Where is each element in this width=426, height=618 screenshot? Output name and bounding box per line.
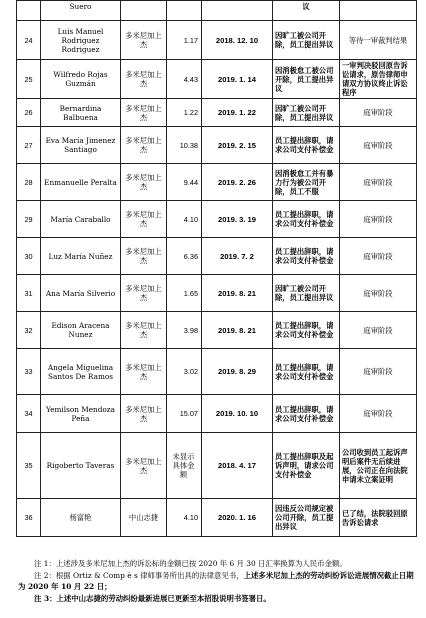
row-no: 31 bbox=[17, 275, 41, 312]
row-no: 35 bbox=[17, 433, 41, 499]
case-progress: 庭审阶段 bbox=[340, 275, 417, 312]
filing-date: 2019. 8. 29 bbox=[202, 349, 273, 395]
filing-date: 2019. 2. 15 bbox=[202, 127, 273, 164]
table-row bbox=[17, 275, 417, 312]
plaintiff-name: Wilfredo Rojas Guzmán bbox=[41, 60, 121, 99]
claim-amount: 6.36 bbox=[167, 238, 202, 275]
table-row bbox=[17, 127, 417, 164]
table-row bbox=[17, 312, 417, 349]
plaintiff-name: Luz María Nuñez bbox=[41, 238, 121, 275]
case-progress: 庭审阶段 bbox=[340, 312, 417, 349]
case-progress: 庭审阶段 bbox=[340, 127, 417, 164]
claim-amount: 3.98 bbox=[167, 312, 202, 349]
company-name: 多米尼加上杰 bbox=[121, 164, 167, 201]
dispute-reason: 员工提出辞职，请求公司支付补偿金 bbox=[273, 395, 340, 433]
table-row bbox=[17, 433, 417, 499]
table-row bbox=[17, 164, 417, 201]
plaintiff-name: Angela Miguelina Santos De Ramos bbox=[41, 349, 121, 395]
plaintiff-name: Bernardina Balbuena bbox=[41, 99, 121, 127]
row-no: 36 bbox=[17, 499, 41, 537]
claim-amount: 15.07 bbox=[167, 395, 202, 433]
filing-date: 2019. 8. 21 bbox=[202, 312, 273, 349]
filing-date: 2019. 1. 14 bbox=[202, 60, 273, 99]
filing-date: 2018. 12. 10 bbox=[202, 21, 273, 60]
case-progress: 庭审阶段 bbox=[340, 99, 417, 127]
company-name: 多米尼加上杰 bbox=[121, 312, 167, 349]
claim-amount: 1.65 bbox=[167, 275, 202, 312]
table-row bbox=[17, 499, 417, 537]
claim-amount: 1.17 bbox=[167, 21, 202, 60]
filing-date: 2019. 3. 19 bbox=[202, 201, 273, 238]
dispute-reason: 因消极怠工并有暴力行为被公司开除，员工不服 bbox=[273, 164, 340, 201]
dispute-reason: 员工提出辞职，请求公司支付补偿金 bbox=[273, 201, 340, 238]
case-progress: 一审判决驳回原告诉讼请求，原告律师申请双方协议终止诉讼程序 bbox=[340, 60, 417, 99]
company-name: 中山志捷 bbox=[121, 499, 167, 537]
filing-date: 2019. 7. 2 bbox=[202, 238, 273, 275]
company-name: 多米尼加上杰 bbox=[121, 201, 167, 238]
dispute-reason: 因消极怠工被公司开除，员工提出异议 bbox=[273, 60, 340, 99]
table-row bbox=[17, 201, 417, 238]
claim-amount: 9.44 bbox=[167, 164, 202, 201]
claim-amount: 10.38 bbox=[167, 127, 202, 164]
note-2: 注 2：根据 Ortiz & Comp è s 律师事务所出具的法律意见书，上述多米尼加上杰的劳动纠纷诉讼进展情况截止日期为 2020 年 10 月 22 日； bbox=[18, 570, 414, 591]
filing-date: 2018. 4. 17 bbox=[202, 433, 273, 499]
table-row bbox=[17, 395, 417, 433]
claim-amount: 1.22 bbox=[167, 99, 202, 127]
litigation-table-page bbox=[16, 0, 416, 537]
dispute-reason: 员工提出辞职，请求公司支付补偿金 bbox=[273, 312, 340, 349]
row-no bbox=[17, 1, 41, 21]
company-name: 多米尼加上杰 bbox=[121, 275, 167, 312]
company-name: 多米尼加上杰 bbox=[121, 238, 167, 275]
filing-date: 2019. 1. 22 bbox=[202, 99, 273, 127]
plaintiff-name: Rigoberto Taveras bbox=[41, 433, 121, 499]
plaintiff-name: 杨富艳 bbox=[41, 499, 121, 537]
case-progress: 庭审阶段 bbox=[340, 201, 417, 238]
dispute-reason: 员工提出辞职，请求公司支付补偿金 bbox=[273, 127, 340, 164]
dispute-reason: 因旷工被公司开除，员工提出异议 bbox=[273, 99, 340, 127]
plaintiff-name: Yemilson Mendoza Peña bbox=[41, 395, 121, 433]
company-name: 多米尼加上杰 bbox=[121, 127, 167, 164]
filing-date: 2019. 8. 21 bbox=[202, 275, 273, 312]
company-name: 多米尼加上杰 bbox=[121, 349, 167, 395]
case-progress: 庭审阶段 bbox=[340, 395, 417, 433]
company-name: 多米尼加上杰 bbox=[121, 21, 167, 60]
dispute-reason: 因旷工被公司开除，员工提出异议 bbox=[273, 21, 340, 60]
row-no: 32 bbox=[17, 312, 41, 349]
filing-date: 2020. 1. 16 bbox=[202, 499, 273, 537]
plaintiff-name: María Caraballo bbox=[41, 201, 121, 238]
plaintiff-name: Luis Manuel Rodriguez Rodriguez bbox=[41, 21, 121, 60]
row-no: 30 bbox=[17, 238, 41, 275]
table-row bbox=[17, 349, 417, 395]
dispute-reason: 议 bbox=[273, 1, 340, 21]
dispute-reason: 因旷工被公司开除，员工提出异议 bbox=[273, 275, 340, 312]
dispute-reason: 员工提出辞职及起诉声明，请求公司支付补偿金 bbox=[273, 433, 340, 499]
plaintiff-name: Edison Aracena Nunez bbox=[41, 312, 121, 349]
note-3: 注 3：上述中山志捷的劳动纠纷最新进展已更新至本招股说明书签署日。 bbox=[34, 593, 271, 603]
company-name: 多米尼加上杰 bbox=[121, 60, 167, 99]
row-no: 29 bbox=[17, 201, 41, 238]
filing-date: 2019. 10. 10 bbox=[202, 395, 273, 433]
claim-amount: 4.43 bbox=[167, 60, 202, 99]
case-progress: 等待一审裁判结果 bbox=[340, 21, 417, 60]
plaintiff-name: Suero bbox=[41, 1, 121, 21]
case-progress: 庭审阶段 bbox=[340, 349, 417, 395]
table-row bbox=[17, 99, 417, 127]
row-no: 33 bbox=[17, 349, 41, 395]
claim-amount: 4.10 bbox=[167, 499, 202, 537]
claim-amount: 3.02 bbox=[167, 349, 202, 395]
company-name: 多米尼加上杰 bbox=[121, 395, 167, 433]
dispute-reason: 员工提出辞职，请求公司支付补偿金 bbox=[273, 349, 340, 395]
case-progress: 庭审阶段 bbox=[340, 238, 417, 275]
claim-amount: 4.10 bbox=[167, 201, 202, 238]
claim-amount: 未显示具体金额 bbox=[167, 433, 202, 499]
table-row bbox=[17, 238, 417, 275]
note-1: 注 1：上述涉及多米尼加上杰的诉讼标的金额已按 2020 年 6 月 30 日汇率换算为人民币金额。 bbox=[34, 559, 347, 568]
case-progress: 公司收到员工起诉声明后案件无后续进展，公司正在向法院申请未立案证明 bbox=[340, 433, 417, 499]
plaintiff-name: Eva María Jimenez Santiago bbox=[41, 127, 121, 164]
case-progress: 庭审阶段 bbox=[340, 164, 417, 201]
dispute-reason: 因违反公司规定被公司开除，员工提出异议 bbox=[273, 499, 340, 537]
filing-date: 2019. 2. 26 bbox=[202, 164, 273, 201]
row-no: 28 bbox=[17, 164, 41, 201]
company-name: 多米尼加上杰 bbox=[121, 99, 167, 127]
table-row bbox=[17, 1, 417, 21]
company-name: 多米尼加上杰 bbox=[121, 433, 167, 499]
labor-dispute-table bbox=[16, 0, 417, 537]
table-row bbox=[17, 21, 417, 60]
row-no: 26 bbox=[17, 99, 41, 127]
row-no: 24 bbox=[17, 21, 41, 60]
row-no: 25 bbox=[17, 60, 41, 99]
plaintiff-name: Enmanuelle Peralta bbox=[41, 164, 121, 201]
case-progress: 已了结，法院驳回原告诉讼请求 bbox=[340, 499, 417, 537]
table-row bbox=[17, 60, 417, 99]
plaintiff-name: Ana María Silverio bbox=[41, 275, 121, 312]
row-no: 34 bbox=[17, 395, 41, 433]
table-notes bbox=[18, 558, 416, 604]
row-no: 27 bbox=[17, 127, 41, 164]
dispute-reason: 员工提出辞职，请求公司支付补偿金 bbox=[273, 238, 340, 275]
